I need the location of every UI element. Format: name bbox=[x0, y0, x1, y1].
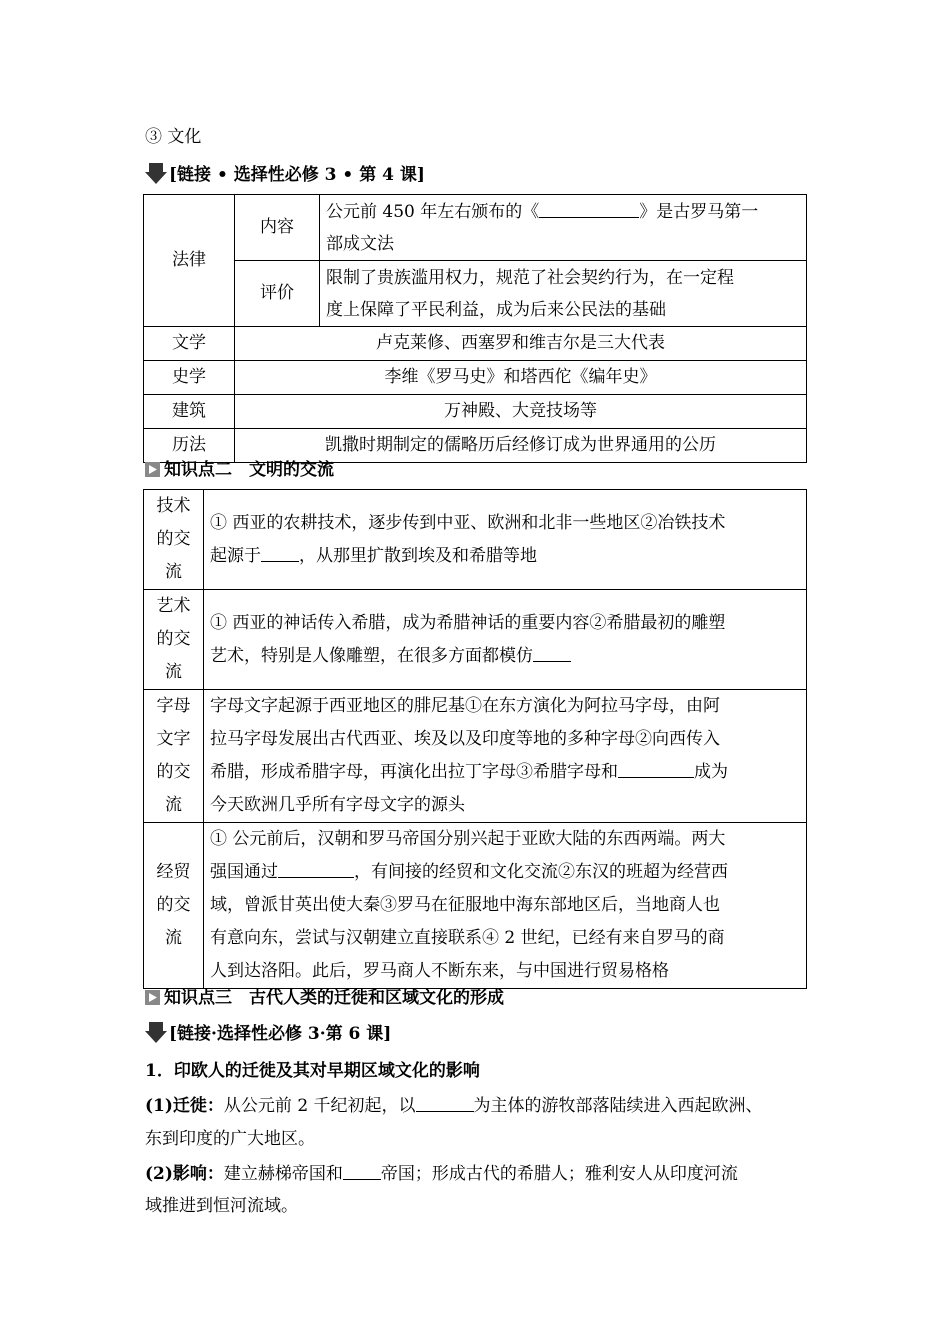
row-label-law: 法律 bbox=[144, 195, 235, 327]
art-exchange-cell: ① 西亚的神话传入希腊，成为希腊神话的重要内容②希腊最初的雕塑 艺术，特别是人像雕塑，在很多方面都模仿 bbox=[204, 590, 807, 690]
link-heading-2: [链接·选择性必修 3·第 6 课] bbox=[145, 1022, 391, 1044]
table-row bbox=[144, 690, 807, 823]
fill-blank[interactable] bbox=[261, 545, 299, 562]
fill-blank[interactable] bbox=[278, 861, 354, 878]
paragraph-influence: (2)影响：建立赫梯帝国和 帝国；形成古代的希腊人；雅利安人从印度河流 bbox=[145, 1164, 738, 1184]
tech-exchange-cell: ① 西亚的农耕技术，逐步传到中亚、欧洲和北非一些地区②冶铁技术 起源于 ，从那里扩散到埃及和希腊等地 bbox=[204, 490, 807, 590]
paragraph-migration-line2: 东到印度的广大地区。 bbox=[145, 1129, 315, 1149]
down-arrow-icon bbox=[145, 1022, 167, 1044]
law-content-cell: 公元前 450 年左右颁布的《 》是古罗马第一 部成文法 bbox=[320, 195, 807, 261]
fill-blank[interactable] bbox=[533, 645, 571, 662]
paragraph-influence-line2: 域推进到恒河流域。 bbox=[145, 1196, 298, 1216]
row-label-calendar: 历法 bbox=[144, 429, 235, 463]
table-row bbox=[144, 490, 807, 590]
alphabet-exchange-cell: 字母文字起源于西亚地区的腓尼基①在东方演化为阿拉马字母，由阿 拉马字母发展出古代西亚、埃及以及印度等地的多种字母②向西传入 希腊，形成希腊字母，再演化出拉丁字母③希腊字母和 成为 今天欧洲几乎所有字母文字的源头 bbox=[204, 690, 807, 823]
fill-blank[interactable] bbox=[343, 1163, 381, 1180]
fill-blank[interactable] bbox=[539, 201, 639, 218]
roman-culture-table bbox=[143, 194, 807, 463]
row-value-history: 李维《罗马史》和塔西佗《编年史》 bbox=[235, 361, 807, 395]
link-heading-1: [链接 • 选择性必修 3 • 第 4 课] bbox=[145, 163, 425, 185]
row-label-history: 史学 bbox=[144, 361, 235, 395]
table-row bbox=[144, 361, 807, 395]
row-value-literature: 卢克莱修、西塞罗和维吉尔是三大代表 bbox=[235, 327, 807, 361]
row-label-architecture: 建筑 bbox=[144, 395, 235, 429]
civilization-exchange-table bbox=[143, 489, 807, 989]
play-triangle-icon bbox=[145, 990, 160, 1005]
row-label-trade-exchange: 经贸 的交 流 bbox=[144, 823, 204, 989]
table-row bbox=[144, 327, 807, 361]
law-evaluation-cell: 限制了贵族滥用权力，规范了社会契约行为，在一定程 度上保障了平民利益，成为后来公民法的基础 bbox=[320, 261, 807, 327]
table-row bbox=[144, 395, 807, 429]
row-value-architecture: 万神殿、大竞技场等 bbox=[235, 395, 807, 429]
fill-blank[interactable] bbox=[618, 761, 694, 778]
sub-label-content: 内容 bbox=[235, 195, 320, 261]
row-value-calendar: 凯撒时期制定的儒略历后经修订成为世界通用的公历 bbox=[235, 429, 807, 463]
table-row bbox=[144, 261, 807, 327]
down-arrow-icon bbox=[145, 163, 167, 185]
play-triangle-icon bbox=[145, 462, 160, 477]
row-label-alphabet-exchange: 字母 文字 的交 流 bbox=[144, 690, 204, 823]
table-row bbox=[144, 429, 807, 463]
row-label-literature: 文学 bbox=[144, 327, 235, 361]
fill-blank[interactable] bbox=[416, 1095, 474, 1112]
table-row bbox=[144, 590, 807, 690]
sub-label-evaluation: 评价 bbox=[235, 261, 320, 327]
row-label-tech-exchange: 技术 的交 流 bbox=[144, 490, 204, 590]
subheading-indo-european: 1．印欧人的迁徙及其对早期区域文化的影响 bbox=[145, 1061, 480, 1081]
trade-exchange-cell: ① 公元前后，汉朝和罗马帝国分别兴起于亚欧大陆的东西两端。两大 强国通过 ，有间接的经贸和文化交流②东汉的班超为经营西 域，曾派甘英出使大秦③罗马在征服地中海东部地区后，当地商人也 有意向东，尝试与汉朝建立直接联系④ 2 世纪，已经有来自罗马的商 人到达洛阳。此后，罗马商人不断东来，与中国进行贸易格格 bbox=[204, 823, 807, 989]
row-label-art-exchange: 艺术 的交 流 bbox=[144, 590, 204, 690]
paragraph-migration: (1)迁徙：从公元前 2 千纪初起，以 为主体的游牧部落陆续进入西起欧洲、 bbox=[145, 1096, 763, 1116]
table-row bbox=[144, 823, 807, 989]
knowledge-point-3-title: 知识点三 古代人类的迁徙和区域文化的形成 bbox=[145, 988, 504, 1008]
table-row bbox=[144, 195, 807, 261]
section-title-culture: ③ 文化 bbox=[145, 127, 202, 147]
knowledge-point-2-title: 知识点二 文明的交流 bbox=[145, 460, 334, 480]
